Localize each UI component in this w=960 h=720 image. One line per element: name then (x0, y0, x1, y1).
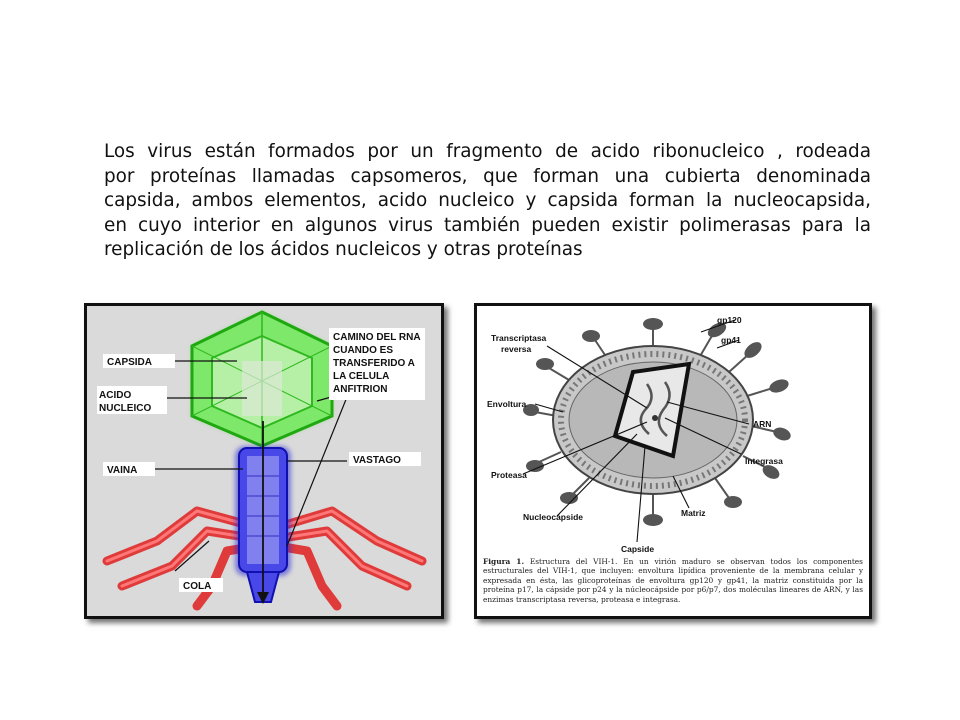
label-camino-5: ANFITRION (333, 384, 388, 395)
paragraph-line: replicación de los ácidos nucleicos y otras proteínas (104, 239, 583, 260)
caption-lead: Figura 1. (483, 557, 525, 566)
hiv-figure (474, 303, 872, 619)
label-capsida: CAPSIDA (107, 357, 153, 368)
label-vaina: VAINA (107, 465, 138, 476)
paragraph-line: capsida, ambos elementos, acido nucleico y capsida forman la nucleocapsida, (104, 190, 871, 211)
label-envoltura: Envoltura (487, 399, 527, 409)
label-cola: COLA (183, 581, 212, 592)
paragraph-line: en cuyo interior en algunos virus también pueden existir polimerasas para la (104, 214, 871, 236)
label-proteasa: Proteasa (491, 470, 527, 480)
label-acido: ACIDO (99, 390, 132, 401)
label-integrasa: Integrasa (745, 456, 783, 466)
hiv-diagram (477, 306, 869, 556)
label-gp41: gp41 (721, 335, 741, 345)
paragraph-line: Los virus están formados por un fragmento de acido ribonucleico , rodeada (104, 141, 871, 162)
figure-caption (483, 557, 863, 604)
phage-diagram (87, 306, 441, 616)
label-camino-4: LA CELULA (333, 371, 390, 382)
label-nucleico: NUCLEICO (99, 403, 152, 414)
label-capside: Capside (621, 544, 655, 554)
caption-title: Estructura del VIH-1. (529, 557, 618, 566)
paragraph-line: por proteínas llamadas capsomeros, que forman una cubierta denominada (104, 165, 871, 187)
label-gp120: gp120 (717, 315, 742, 325)
label-arn: ARN (753, 419, 772, 429)
label-reversa: reversa (501, 344, 532, 354)
label-transcriptasa: Transcriptasa (491, 333, 547, 343)
label-nucleocapside: Nucleocápside (523, 512, 583, 522)
enzyme-dot (652, 415, 658, 421)
label-camino-3: TRANSFERIDO A (333, 358, 415, 369)
phage-figure (84, 303, 444, 619)
label-camino-1: CAMINO DEL RNA (333, 332, 421, 343)
caption-text: En un virión maduro se observan todos los componentes estructurales del VIH-1, que incluyen: envoltura lipídica proveniente de la membrana celular y expresada en ésta, las glicoproteínas de envoltura gp120 y gp41, la matriz constituida por la proteína p17, la cápside por p24 y la núcleocápside por p6/p7, dos moléculas lineares de ARN, y las enzimas transcriptasa reversa, proteasa e integrasa. (483, 557, 863, 604)
label-camino-2: CUANDO ES (333, 345, 394, 356)
label-vastago: VASTAGO (353, 455, 401, 466)
body-paragraph (104, 140, 871, 263)
label-matriz: Matriz (681, 508, 706, 518)
